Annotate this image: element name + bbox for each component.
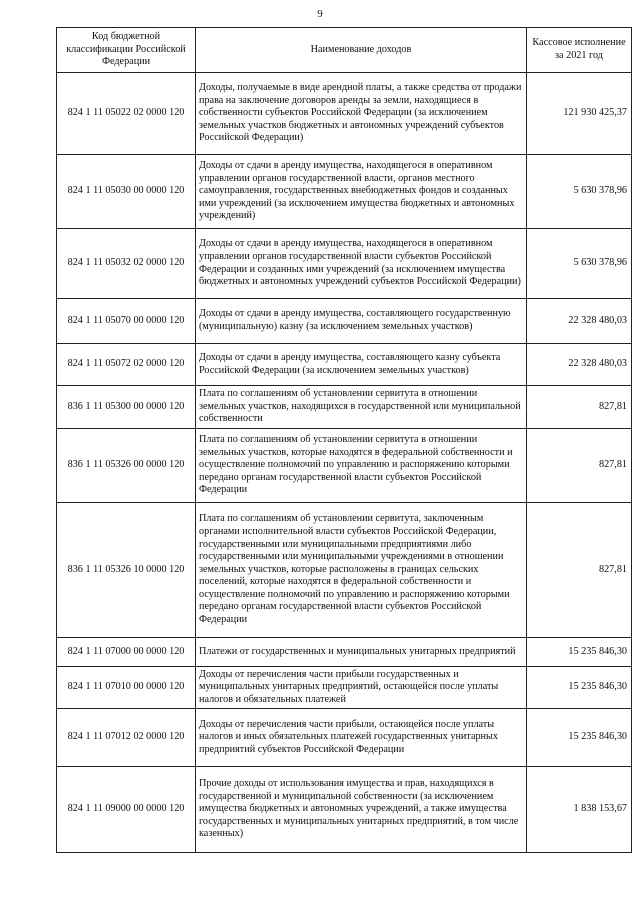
table-row <box>57 299 632 344</box>
row-code: 824 1 11 07010 00 0000 120 <box>57 667 196 709</box>
row-amount: 1 838 153,67 <box>527 767 632 853</box>
row-code: 824 1 11 05072 02 0000 120 <box>57 344 196 386</box>
page-number: 9 <box>317 8 323 20</box>
row-name: Прочие доходы от использования имущества и прав, находящихся в государственной и муниципальной собственности (за исключением имущества бюджетных и автономных учреждений, а также имущества государственных и муниципальных унитарных предприятий, в том числе казенных) <box>196 767 527 853</box>
header-code: Код бюджетной классификации Российской Федерации <box>57 28 196 73</box>
row-code: 836 1 11 05326 10 0000 120 <box>57 503 196 638</box>
row-amount: 22 328 480,03 <box>527 299 632 344</box>
row-amount: 827,81 <box>527 503 632 638</box>
revenue-table <box>56 27 632 853</box>
header-amount: Кассовое исполнение за 2021 год <box>527 28 632 73</box>
row-name: Плата по соглашениям об установлении сервитута, заключенным органами исполнительной власти субъектов Российской Федерации, государственными или муниципальными предприятиями либо государственными или муниципальными учреждениями в отношении земельных участков, которые расположены в границах сельских поселений, которые находятся в федеральной собственности и осуществление полномочий по управлению и распоряжению которыми передано органам государственной власти субъектов Российской Федерации <box>196 503 527 638</box>
row-code: 824 1 11 05030 00 0000 120 <box>57 155 196 229</box>
row-name: Доходы от перечисления части прибыли государственных и муниципальных унитарных предприятий, остающейся после уплаты налогов и обязательных платежей <box>196 667 527 709</box>
row-name: Доходы от перечисления части прибыли, остающейся после уплаты налогов и иных обязательных платежей государственных унитарных предприятий субъектов Российской Федерации <box>196 709 527 767</box>
row-code: 824 1 11 07012 02 0000 120 <box>57 709 196 767</box>
row-name: Доходы от сдачи в аренду имущества, составляющего казну субъекта Российской Федерации (за исключением земельных участков) <box>196 344 527 386</box>
table-row <box>57 503 632 638</box>
row-amount: 15 235 846,30 <box>527 667 632 709</box>
row-name: Платежи от государственных и муниципальных унитарных предприятий <box>196 638 527 667</box>
row-name: Доходы от сдачи в аренду имущества, находящегося в оперативном управлении органов государственной власти субъектов Российской Федерации и созданных ими учреждений (за исключением имущества бюджетных и автономных учреждений субъектов Российской Федерации) <box>196 229 527 299</box>
row-name: Доходы от сдачи в аренду имущества, находящегося в оперативном управлении органов государственной власти, органов местного самоуправления, государственных внебюджетных фондов и созданных ими учреждений (за исключением имущества бюджетных и автономных учреждений) <box>196 155 527 229</box>
row-name: Доходы, получаемые в виде арендной платы, а также средства от продажи права на заключение договоров аренды за земли, находящиеся в собственности субъектов Российской Федерации (за исключением земельных участков бюджетных и автономных учреждений субъектов Российской Федерации) <box>196 73 527 155</box>
row-amount: 15 235 846,30 <box>527 638 632 667</box>
row-name: Плата по соглашениям об установлении сервитута в отношении земельных участков, находящихся в государственной или муниципальной собственности <box>196 386 527 429</box>
row-name: Плата по соглашениям об установлении сервитута в отношении земельных участков, которые находятся в федеральной собственности и осуществление полномочий по управлению и распоряжению которыми передано органам государственной власти субъектов Российской Федерации <box>196 429 527 503</box>
row-code: 824 1 11 09000 00 0000 120 <box>57 767 196 853</box>
row-name: Доходы от сдачи в аренду имущества, составляющего государственную (муниципальную) казну (за исключением земельных участков) <box>196 299 527 344</box>
table-header-row <box>57 28 632 73</box>
table-row <box>57 709 632 767</box>
row-code: 824 1 11 07000 00 0000 120 <box>57 638 196 667</box>
row-code: 836 1 11 05326 00 0000 120 <box>57 429 196 503</box>
row-code: 824 1 11 05070 00 0000 120 <box>57 299 196 344</box>
row-amount: 121 930 425,37 <box>527 73 632 155</box>
table-row <box>57 767 632 853</box>
row-code: 836 1 11 05300 00 0000 120 <box>57 386 196 429</box>
row-code: 824 1 11 05032 02 0000 120 <box>57 229 196 299</box>
table-row <box>57 155 632 229</box>
row-code: 824 1 11 05022 02 0000 120 <box>57 73 196 155</box>
table-row <box>57 429 632 503</box>
row-amount: 827,81 <box>527 429 632 503</box>
table-row <box>57 667 632 709</box>
row-amount: 5 630 378,96 <box>527 229 632 299</box>
row-amount: 15 235 846,30 <box>527 709 632 767</box>
header-name: Наименование доходов <box>196 28 527 73</box>
table-row <box>57 344 632 386</box>
table-row <box>57 73 632 155</box>
table-row <box>57 229 632 299</box>
row-amount: 827,81 <box>527 386 632 429</box>
row-amount: 22 328 480,03 <box>527 344 632 386</box>
table-row <box>57 386 632 429</box>
table-row <box>57 638 632 667</box>
row-amount: 5 630 378,96 <box>527 155 632 229</box>
